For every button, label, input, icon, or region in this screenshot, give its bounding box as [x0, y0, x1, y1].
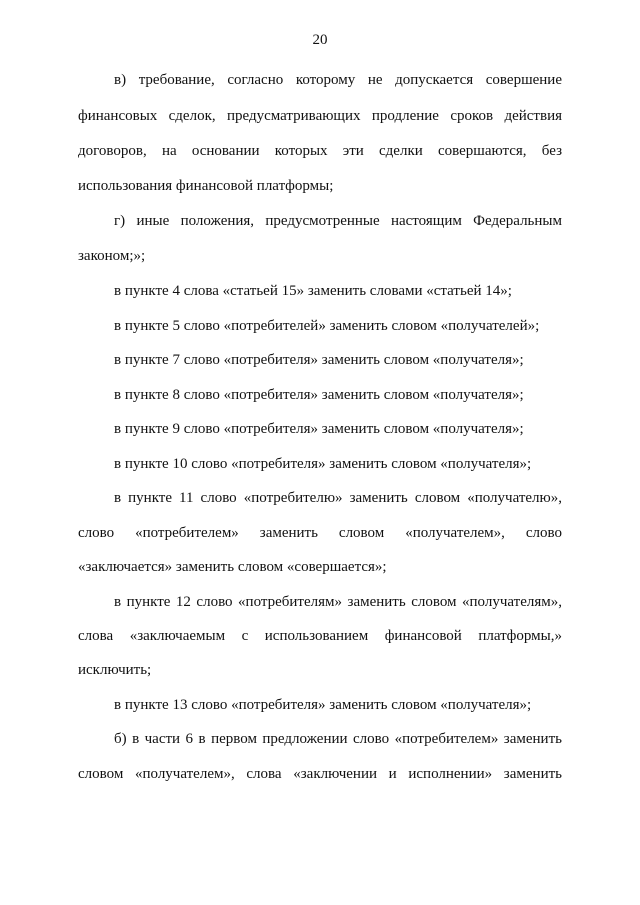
- text-line: использования финансовой платформы;: [78, 178, 334, 194]
- text-line: в пункте 5 слово «потребителей» заменить словом «получателей»;: [114, 318, 540, 334]
- text-line: «заключается» заменить словом «совершается»;: [78, 559, 387, 575]
- text-line: г) иные положения, предусмотренные настоящим Федеральным: [114, 213, 562, 229]
- text-line: в пункте 13 слово «потребителя» заменить словом «получателя»;: [114, 697, 532, 713]
- text-line: в пункте 10 слово «потребителя» заменить словом «получателя»;: [114, 456, 532, 472]
- page-number: 20: [312, 32, 328, 48]
- text-line: слова «заключаемым с использованием финансовой платформы,»: [78, 628, 562, 644]
- text-line: в пункте 11 слово «потребителю» заменить словом «получателю»,: [114, 490, 562, 506]
- text-line: в пункте 4 слова «статьей 15» заменить словами «статьей 14»;: [114, 283, 512, 299]
- text-line: в пункте 9 слово «потребителя» заменить словом «получателя»;: [114, 421, 524, 437]
- text-line: в пункте 7 слово «потребителя» заменить словом «получателя»;: [114, 352, 524, 368]
- text-line: исключить;: [78, 662, 152, 678]
- text-line: слово «потребителем» заменить словом «получателем», слово: [78, 525, 562, 541]
- text-line: договоров, на основании которых эти сделки совершаются, без: [78, 143, 562, 159]
- text-line: словом «получателем», слова «заключении и исполнении» заменить: [78, 766, 562, 782]
- text-line: в пункте 12 слово «потребителям» заменить словом «получателям»,: [114, 594, 562, 610]
- text-line: законом;»;: [78, 248, 146, 264]
- text-line: в пункте 8 слово «потребителя» заменить словом «получателя»;: [114, 387, 524, 403]
- text-line: финансовых сделок, предусматривающих продление сроков действия: [78, 108, 562, 124]
- text-line: в) требование, согласно которому не допускается совершение: [114, 72, 562, 88]
- text-line: б) в части 6 в первом предложении слово «потребителем» заменить: [114, 731, 562, 747]
